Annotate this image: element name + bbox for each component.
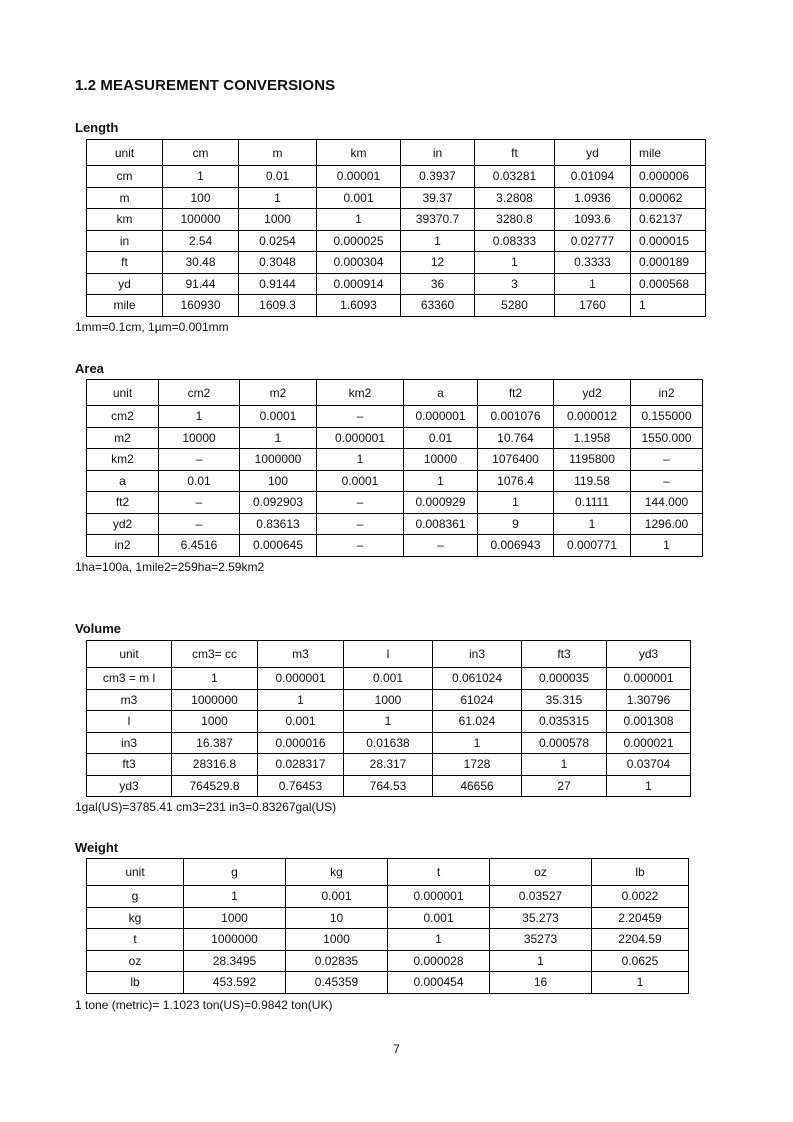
row-label-cell: ft — [87, 252, 163, 274]
table-cell: 1 — [159, 406, 240, 428]
table-cell: 10000 — [404, 449, 478, 471]
table-cell: 1 — [344, 711, 433, 733]
row-label-cell: cm — [87, 166, 163, 188]
table-cell: 1093.6 — [555, 209, 631, 231]
row-label-cell: m3 — [87, 689, 172, 711]
table-cell: 0.01 — [159, 470, 240, 492]
table-cell: 91.44 — [163, 273, 239, 295]
table-cell: 1.6093 — [317, 295, 401, 317]
table-cell: 0.62137 — [631, 209, 706, 231]
weight-header-row — [87, 859, 689, 886]
table-cell: 1000000 — [240, 449, 317, 471]
table-cell: 35.315 — [522, 689, 607, 711]
table-cell: 0.000035 — [522, 668, 607, 690]
table-cell: 0.01638 — [344, 732, 433, 754]
table-cell: 0.01 — [239, 166, 317, 188]
table-row — [87, 950, 689, 972]
table-cell: 0.0254 — [239, 230, 317, 252]
table-cell: 10 — [286, 907, 388, 929]
table-cell: 0.001 — [388, 907, 490, 929]
table-cell: 0.001 — [258, 711, 344, 733]
table-cell: 1 — [631, 535, 703, 557]
header-cell: g — [184, 859, 286, 886]
table-cell: 1 — [317, 209, 401, 231]
table-cell: 0.000304 — [317, 252, 401, 274]
table-cell: 0.000021 — [607, 732, 691, 754]
table-cell: 46656 — [433, 775, 522, 797]
table-cell: 27 — [522, 775, 607, 797]
table-cell: 0.0022 — [592, 886, 689, 908]
table-cell: 0.000929 — [404, 492, 478, 514]
table-cell: 0.9144 — [239, 273, 317, 295]
table-cell: 0.02835 — [286, 950, 388, 972]
table-cell: 0.001076 — [478, 406, 554, 428]
table-cell: – — [317, 492, 404, 514]
table-cell: 35.273 — [490, 907, 592, 929]
table-cell: 144.000 — [631, 492, 703, 514]
table-row — [87, 492, 703, 514]
table-cell: 3280.8 — [475, 209, 555, 231]
header-cell: l — [344, 641, 433, 668]
table-cell: 1 — [317, 449, 404, 471]
table-cell: 61024 — [433, 689, 522, 711]
table-row — [87, 513, 703, 535]
table-cell: 1 — [554, 513, 631, 535]
table-cell: 3.2808 — [475, 187, 555, 209]
table-cell: 39370.7 — [401, 209, 475, 231]
table-cell: 0.000001 — [607, 668, 691, 690]
length-note: 1mm=0.1cm, 1µm=0.001mm — [75, 320, 229, 334]
table-cell: 1296.00 — [631, 513, 703, 535]
table-cell: 1 — [522, 754, 607, 776]
header-cell: km2 — [317, 380, 404, 406]
volume-note: 1gal(US)=3785.41 cm3=231 in3=0.83267gal(US) — [75, 800, 337, 814]
table-cell: – — [404, 535, 478, 557]
table-cell: 2.54 — [163, 230, 239, 252]
table-cell: 1 — [607, 775, 691, 797]
table-cell: 764.53 — [344, 775, 433, 797]
table-row — [87, 252, 706, 274]
table-cell: – — [159, 513, 240, 535]
table-cell: 1 — [184, 886, 286, 908]
header-cell: unit — [87, 859, 184, 886]
table-cell: 1.1958 — [554, 427, 631, 449]
table-cell: 100 — [163, 187, 239, 209]
table-cell: 1000 — [172, 711, 258, 733]
table-cell: 0.000578 — [522, 732, 607, 754]
volume-header-row — [87, 641, 691, 668]
table-cell: 0.000016 — [258, 732, 344, 754]
table-cell: 0.3937 — [401, 166, 475, 188]
table-cell: 1728 — [433, 754, 522, 776]
header-cell: ft2 — [478, 380, 554, 406]
weight-section-title: Weight — [75, 840, 119, 855]
length-section-title: Length — [75, 120, 119, 135]
table-cell: 0.000454 — [388, 972, 490, 994]
table-cell: 1 — [631, 295, 706, 317]
table-cell: 5280 — [475, 295, 555, 317]
table-cell: 0.001 — [317, 187, 401, 209]
row-label-cell: cm2 — [87, 406, 159, 428]
table-cell: 0.028317 — [258, 754, 344, 776]
header-cell: yd3 — [607, 641, 691, 668]
table-cell: 30.48 — [163, 252, 239, 274]
table-cell: 0.01 — [404, 427, 478, 449]
table-row — [87, 689, 691, 711]
header-cell: yd2 — [554, 380, 631, 406]
table-cell: 1 — [388, 929, 490, 951]
table-row — [87, 775, 691, 797]
table-cell: 0.008361 — [404, 513, 478, 535]
table-cell: 0.02777 — [555, 230, 631, 252]
table-row — [87, 187, 706, 209]
table-cell: 1000000 — [172, 689, 258, 711]
table-cell: 1000 — [286, 929, 388, 951]
table-cell: 1 — [239, 187, 317, 209]
table-cell: – — [159, 492, 240, 514]
table-cell: 1000 — [344, 689, 433, 711]
row-label-cell: ft2 — [87, 492, 159, 514]
table-row — [87, 273, 706, 295]
table-cell: 0.000012 — [554, 406, 631, 428]
row-label-cell: l — [87, 711, 172, 733]
header-cell: cm — [163, 140, 239, 166]
table-cell: 9 — [478, 513, 554, 535]
table-cell: 0.001 — [344, 668, 433, 690]
table-cell: 0.000006 — [631, 166, 706, 188]
table-row — [87, 427, 703, 449]
table-cell: 6.4516 — [159, 535, 240, 557]
table-cell: 16.387 — [172, 732, 258, 754]
row-label-cell: m2 — [87, 427, 159, 449]
header-cell: ft3 — [522, 641, 607, 668]
row-label-cell: kg — [87, 907, 184, 929]
table-row — [87, 535, 703, 557]
table-cell: 1 — [555, 273, 631, 295]
table-cell: 0.03281 — [475, 166, 555, 188]
length-header-row — [87, 140, 706, 166]
table-cell: 1 — [172, 668, 258, 690]
table-cell: 3 — [475, 273, 555, 295]
table-cell: 1076400 — [478, 449, 554, 471]
table-cell: 1 — [592, 972, 689, 994]
table-cell: 0.45359 — [286, 972, 388, 994]
table-cell: 0.83613 — [240, 513, 317, 535]
table-cell: 0.092903 — [240, 492, 317, 514]
table-cell: 1 — [475, 252, 555, 274]
header-cell: in3 — [433, 641, 522, 668]
table-cell: 0.001 — [286, 886, 388, 908]
area-note: 1ha=100a, 1mile2=259ha=2.59km2 — [75, 560, 265, 574]
table-cell: 1550.000 — [631, 427, 703, 449]
weight-table — [86, 858, 689, 994]
table-row — [87, 732, 691, 754]
table-cell: 1000 — [184, 907, 286, 929]
header-cell: m2 — [240, 380, 317, 406]
table-cell: 0.01094 — [555, 166, 631, 188]
row-label-cell: oz — [87, 950, 184, 972]
table-cell: 39.37 — [401, 187, 475, 209]
header-cell: in — [401, 140, 475, 166]
table-cell: 0.000771 — [554, 535, 631, 557]
table-cell: 35273 — [490, 929, 592, 951]
table-row — [87, 166, 706, 188]
row-label-cell: yd3 — [87, 775, 172, 797]
table-cell: – — [317, 513, 404, 535]
table-row — [87, 929, 689, 951]
row-label-cell: lb — [87, 972, 184, 994]
table-cell: 0.00062 — [631, 187, 706, 209]
table-cell: 1 — [401, 230, 475, 252]
table-row — [87, 754, 691, 776]
row-label-cell: t — [87, 929, 184, 951]
header-cell: unit — [87, 380, 159, 406]
table-row — [87, 972, 689, 994]
table-cell: 36 — [401, 273, 475, 295]
page-title: 1.2 MEASUREMENT CONVERSIONS — [75, 77, 336, 94]
table-cell: 10000 — [159, 427, 240, 449]
table-cell: 0.3333 — [555, 252, 631, 274]
table-cell: 1 — [478, 492, 554, 514]
row-label-cell: yd — [87, 273, 163, 295]
row-label-cell: m — [87, 187, 163, 209]
header-cell: unit — [87, 641, 172, 668]
table-cell: 764529.8 — [172, 775, 258, 797]
table-cell: 1 — [258, 689, 344, 711]
table-cell: 28.3495 — [184, 950, 286, 972]
header-cell: yd — [555, 140, 631, 166]
header-cell: unit — [87, 140, 163, 166]
table-cell: 0.00001 — [317, 166, 401, 188]
row-label-cell: ft3 — [87, 754, 172, 776]
header-cell: m — [239, 140, 317, 166]
row-label-cell: yd2 — [87, 513, 159, 535]
table-cell: 2204.59 — [592, 929, 689, 951]
table-row — [87, 209, 706, 231]
area-header-row — [87, 380, 703, 406]
table-cell: 1.0936 — [555, 187, 631, 209]
table-cell: 28.317 — [344, 754, 433, 776]
table-cell: 0.000189 — [631, 252, 706, 274]
table-cell: 160930 — [163, 295, 239, 317]
table-cell: 0.0625 — [592, 950, 689, 972]
table-cell: 0.155000 — [631, 406, 703, 428]
header-cell: a — [404, 380, 478, 406]
table-cell: 0.000001 — [388, 886, 490, 908]
header-cell: in2 — [631, 380, 703, 406]
table-cell: 0.000645 — [240, 535, 317, 557]
row-label-cell: cm3 = m l — [87, 668, 172, 690]
table-row — [87, 230, 706, 252]
table-cell: 0.001308 — [607, 711, 691, 733]
table-row — [87, 470, 703, 492]
row-label-cell: g — [87, 886, 184, 908]
header-cell: ft — [475, 140, 555, 166]
table-cell: – — [317, 406, 404, 428]
table-cell: 0.03704 — [607, 754, 691, 776]
header-cell: km — [317, 140, 401, 166]
table-cell: 453.592 — [184, 972, 286, 994]
table-cell: 61.024 — [433, 711, 522, 733]
table-cell: 0.006943 — [478, 535, 554, 557]
table-row — [87, 449, 703, 471]
table-cell: 1 — [163, 166, 239, 188]
table-cell: 0.000001 — [258, 668, 344, 690]
table-cell: 1.30796 — [607, 689, 691, 711]
row-label-cell: mile — [87, 295, 163, 317]
row-label-cell: a — [87, 470, 159, 492]
table-row — [87, 295, 706, 317]
header-cell: oz — [490, 859, 592, 886]
table-cell: 0.03527 — [490, 886, 592, 908]
table-cell: 0.061024 — [433, 668, 522, 690]
table-cell: 1000000 — [184, 929, 286, 951]
table-cell: 0.000025 — [317, 230, 401, 252]
table-cell: 2.20459 — [592, 907, 689, 929]
header-cell: mile — [631, 140, 706, 166]
table-row — [87, 886, 689, 908]
table-cell: 1609.3 — [239, 295, 317, 317]
table-cell: 0.000914 — [317, 273, 401, 295]
table-row — [87, 711, 691, 733]
length-table — [86, 139, 706, 317]
table-cell: 1195800 — [554, 449, 631, 471]
weight-note: 1 tone (metric)= 1.1023 ton(US)=0.9842 ton(UK) — [75, 998, 333, 1012]
table-cell: 0.000015 — [631, 230, 706, 252]
table-cell: 28316.8 — [172, 754, 258, 776]
table-cell: 0.035315 — [522, 711, 607, 733]
table-cell: 1 — [490, 950, 592, 972]
header-cell: m3 — [258, 641, 344, 668]
table-cell: – — [631, 449, 703, 471]
table-cell: 1076.4 — [478, 470, 554, 492]
table-cell: 0.000001 — [404, 406, 478, 428]
row-label-cell: km2 — [87, 449, 159, 471]
table-cell: 16 — [490, 972, 592, 994]
volume-section-title: Volume — [75, 621, 121, 636]
row-label-cell: km — [87, 209, 163, 231]
area-section-title: Area — [75, 361, 104, 376]
table-cell: 100000 — [163, 209, 239, 231]
table-cell: – — [159, 449, 240, 471]
row-label-cell: in — [87, 230, 163, 252]
table-row — [87, 907, 689, 929]
table-row — [87, 668, 691, 690]
table-cell: 0.76453 — [258, 775, 344, 797]
table-cell: 63360 — [401, 295, 475, 317]
table-cell: 119.58 — [554, 470, 631, 492]
row-label-cell: in2 — [87, 535, 159, 557]
table-cell: – — [317, 535, 404, 557]
table-cell: 10.764 — [478, 427, 554, 449]
row-label-cell: in3 — [87, 732, 172, 754]
table-cell: 100 — [240, 470, 317, 492]
table-cell: 0.0001 — [240, 406, 317, 428]
table-cell: 1 — [240, 427, 317, 449]
table-cell: 0.000568 — [631, 273, 706, 295]
table-cell: 0.000028 — [388, 950, 490, 972]
table-cell: 0.0001 — [317, 470, 404, 492]
volume-table — [86, 640, 691, 797]
table-cell: 0.3048 — [239, 252, 317, 274]
header-cell: lb — [592, 859, 689, 886]
area-table — [86, 379, 703, 557]
header-cell: kg — [286, 859, 388, 886]
table-row — [87, 406, 703, 428]
table-cell: 1 — [433, 732, 522, 754]
header-cell: cm2 — [159, 380, 240, 406]
table-cell: 0.1111 — [554, 492, 631, 514]
table-cell: 0.08333 — [475, 230, 555, 252]
table-cell: – — [631, 470, 703, 492]
table-cell: 12 — [401, 252, 475, 274]
header-cell: t — [388, 859, 490, 886]
table-cell: 1 — [404, 470, 478, 492]
header-cell: cm3= cc — [172, 641, 258, 668]
page-number: 7 — [393, 1042, 400, 1056]
table-cell: 1760 — [555, 295, 631, 317]
table-cell: 1000 — [239, 209, 317, 231]
table-cell: 0.000001 — [317, 427, 404, 449]
